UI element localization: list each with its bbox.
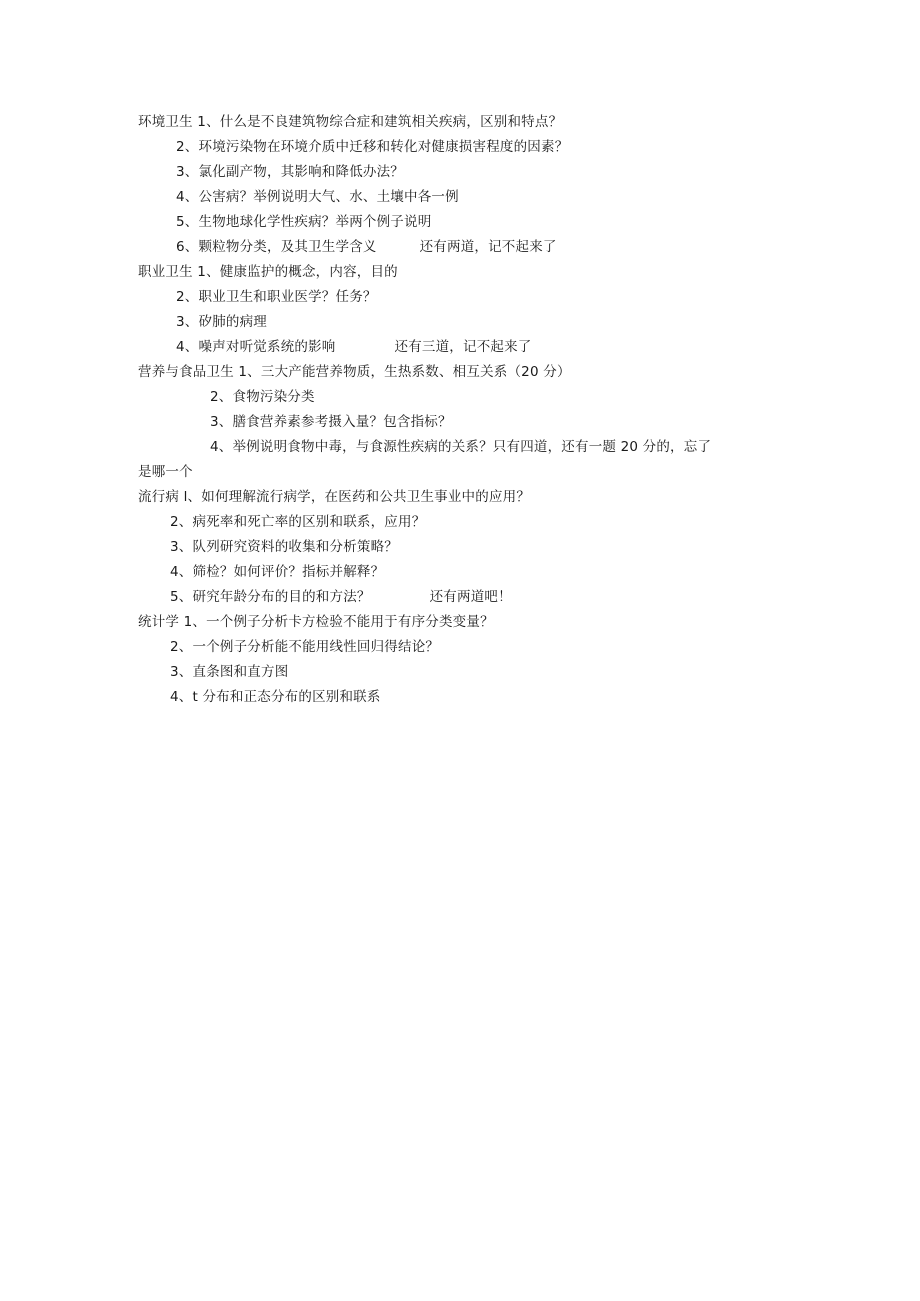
question-line — [170, 563, 384, 581]
question-line — [138, 488, 530, 506]
question-line — [176, 138, 568, 156]
question-text: 3、膳食营养素参考摄入量？包含指标？ — [210, 414, 452, 430]
question-line — [138, 113, 562, 131]
question-line — [170, 638, 439, 656]
question-text: 5、生物地球化学性疾病？举两个例子说明 — [176, 214, 432, 230]
question-text: 营养与食品卫生 1、三大产能营养物质，生热系数、相互关系（20 分） — [138, 364, 571, 380]
question-line — [170, 513, 425, 531]
question-text: 2、食物污染分类 — [210, 389, 315, 405]
question-line — [176, 338, 532, 356]
question-line — [210, 413, 452, 431]
question-text: 3、氯化副产物，其影响和降低办法？ — [176, 164, 404, 180]
question-text: 4、筛检？如何评价？指标并解释？ — [170, 564, 385, 580]
question-text: 4、公害病？举例说明大气、水、土壤中各一例 — [176, 189, 459, 205]
question-text: 3、直条图和直方图 — [170, 664, 289, 680]
question-text: 4、噪声对听觉系统的影响 — [176, 339, 336, 355]
question-line — [170, 588, 512, 606]
question-line — [138, 463, 193, 481]
question-line — [138, 613, 494, 631]
question-note: 还有两道吧！ — [429, 589, 512, 605]
question-text: 2、病死率和死亡率的区别和联系，应用？ — [170, 514, 426, 530]
question-note: 还有两道，记不起来了 — [419, 239, 557, 255]
question-text: 2、职业卫生和职业医学？任务？ — [176, 289, 377, 305]
question-line — [138, 263, 398, 281]
question-line — [176, 238, 557, 256]
question-text: 职业卫生 1、健康监护的概念，内容，目的 — [138, 264, 398, 280]
question-text: 3、队列研究资料的收集和分析策略？ — [170, 539, 398, 555]
question-line — [210, 388, 315, 406]
question-line — [170, 688, 381, 706]
question-text: 3、矽肺的病理 — [176, 314, 267, 330]
question-text: 6、颗粒物分类，及其卫生学含义 — [176, 239, 377, 255]
question-text: 流行病 l、如何理解流行病学，在医药和公共卫生事业中的应用？ — [138, 489, 531, 505]
question-text: 5、研究年龄分布的目的和方法？ — [170, 589, 371, 605]
question-text: 环境卫生 1、什么是不良建筑物综合症和建筑相关疾病，区别和特点？ — [138, 114, 563, 130]
question-text: 4、举例说明食物中毒，与食源性疾病的关系？只有四道，还有一题 20 分的，忘了 — [210, 439, 712, 455]
question-line — [176, 163, 404, 181]
question-text: 2、一个例子分析能不能用线性回归得结论？ — [170, 639, 440, 655]
question-note: 还有三道，记不起来了 — [394, 339, 532, 355]
question-text: 是哪一个 — [138, 464, 193, 480]
question-line — [176, 313, 267, 331]
question-line — [176, 188, 459, 206]
question-line — [176, 288, 377, 306]
question-line — [170, 663, 288, 681]
question-text: 统计学 1、一个例子分析卡方检验不能用于有序分类变量？ — [138, 614, 494, 630]
question-text: 4、t 分布和正态分布的区别和联系 — [170, 689, 381, 705]
question-line — [210, 438, 711, 456]
question-line — [170, 538, 398, 556]
question-line — [138, 363, 571, 381]
question-line — [176, 213, 431, 231]
question-text: 2、环境污染物在环境介质中迁移和转化对健康损害程度的因素？ — [176, 139, 569, 155]
